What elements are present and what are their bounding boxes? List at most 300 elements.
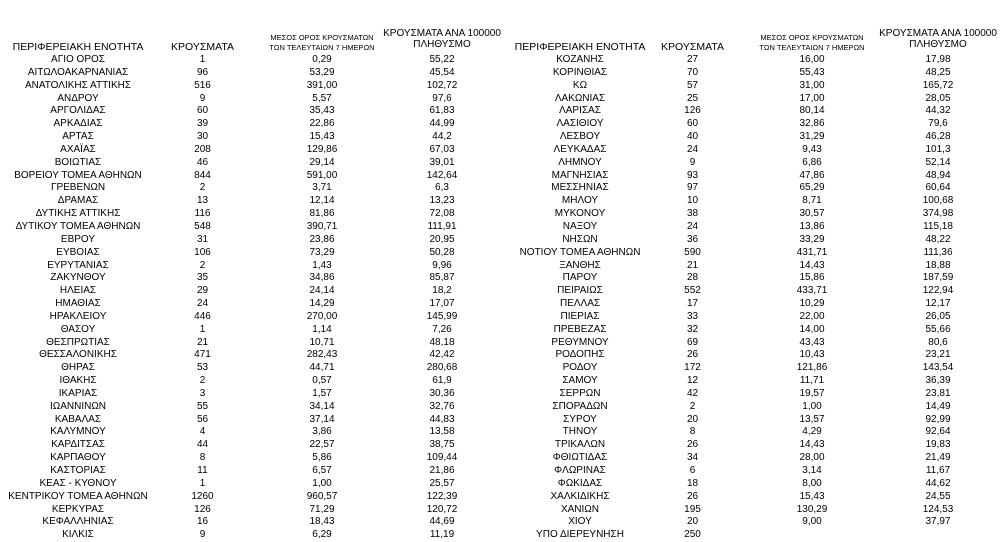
cell-region: ΦΘΙΩΤΙΔΑΣ [552, 452, 608, 464]
cell-region: ΞΑΝΘΗΣ [559, 259, 601, 271]
cell-per100k: 280,68 [426, 362, 458, 374]
cell-cases: 39 [196, 118, 209, 130]
cell-region: ΥΠΟ ΔΙΕΡΕΥΝΗΣΗ [536, 529, 624, 541]
cell-region: ΡΟΔΟΥ [562, 362, 598, 374]
cell-cases: 40 [686, 131, 699, 143]
cell-cases: 42 [686, 387, 699, 399]
cell-avg: 55,43 [799, 66, 825, 78]
cell-region: ΚΑΡΔΙΤΣΑΣ [51, 439, 105, 451]
cell-region: ΚΙΛΚΙΣ [62, 529, 94, 541]
cell-per100k: 111,36 [923, 246, 953, 258]
table-row [0, 516, 500, 529]
cell-cases: 33 [686, 310, 699, 322]
cell-avg: 1,57 [312, 387, 332, 399]
cell-avg: 10,71 [309, 336, 335, 348]
cell-cases: 126 [684, 105, 701, 117]
cell-per100k: 26,05 [925, 310, 951, 322]
cell-region: ΠΕΛΛΑΣ [559, 298, 601, 310]
cell-cases: 26 [686, 490, 699, 502]
cell-cases: 8 [689, 426, 696, 438]
cell-region: ΧΑΛΚΙΔΙΚΗΣ [550, 490, 610, 502]
cell-cases: 208 [194, 143, 211, 155]
header-per100k [382, 28, 502, 50]
cell-avg: 5,57 [312, 92, 332, 104]
cell-avg: 17,00 [799, 92, 825, 104]
cell-cases: 24 [686, 220, 699, 232]
header-per100k-line1: ΚΡΟΥΣΜΑΤΑ ΑΝΑ 100000 [383, 28, 501, 39]
cell-per100k: 44,99 [429, 118, 455, 130]
cell-cases: 28 [686, 272, 699, 284]
table-row [500, 93, 1000, 106]
cell-avg: 47,86 [799, 169, 825, 181]
cell-region: ΑΓΙΟ ΟΡΟΣ [51, 54, 105, 65]
cell-per100k: 187,59 [922, 272, 954, 284]
cell-cases: 93 [686, 169, 699, 181]
cell-region: ΝΗΣΩΝ [562, 233, 598, 245]
left-table [0, 0, 500, 541]
cell-avg: 6,86 [802, 156, 822, 168]
cell-region: ΜΑΓΝΗΣΙΑΣ [551, 169, 609, 181]
cell-region: ΣΠΟΡΑΔΩΝ [552, 400, 608, 412]
table-row [0, 311, 500, 324]
cell-region: ΒΟΡΕΙΟΥ ΤΟΜΕΑ ΑΘΗΝΩΝ [14, 169, 142, 181]
cell-cases: 12 [686, 375, 699, 387]
cell-per100k: 12,17 [925, 298, 951, 310]
cell-avg: 18,43 [309, 516, 335, 528]
cell-avg: 11,71 [799, 375, 825, 387]
table-row [0, 337, 500, 350]
table-row [0, 131, 500, 144]
cell-region: ΡΕΘΥΜΝΟΥ [551, 336, 609, 348]
table-row [0, 375, 500, 388]
table-row [500, 195, 1000, 208]
cell-cases: 24 [686, 143, 699, 155]
cell-region: ΚΟΡΙΝΘΙΑΣ [552, 66, 608, 78]
cell-avg: 22,86 [309, 118, 335, 130]
table-row [500, 247, 1000, 260]
cell-per100k: 23,21 [925, 349, 951, 361]
cell-region: ΘΗΡΑΣ [61, 362, 95, 374]
cell-cases: 548 [194, 220, 211, 232]
cell-cases: 2 [689, 400, 696, 412]
table-row [500, 298, 1000, 311]
cell-per100k: 374,98 [922, 208, 954, 220]
cell-cases: 6 [689, 465, 696, 476]
cell-cases: 9 [199, 529, 206, 541]
table-row [0, 182, 500, 195]
cell-cases: 53 [196, 362, 209, 374]
cell-avg: 3,86 [312, 426, 332, 438]
cell-cases: 446 [194, 310, 211, 322]
cell-avg: 10,29 [799, 298, 825, 310]
table-row [500, 144, 1000, 157]
cell-per100k: 115,18 [923, 220, 953, 232]
cell-per100k: 92,99 [925, 413, 951, 425]
cell-cases: 27 [686, 54, 699, 65]
cell-region: ΙΩΑΝΝΙΝΩΝ [49, 400, 107, 412]
table-row [0, 285, 500, 298]
cell-avg: 19,57 [799, 387, 825, 399]
cell-avg: 130,29 [796, 503, 828, 515]
cell-per100k: 18,88 [925, 259, 951, 271]
header-avg [262, 33, 382, 53]
cell-cases: 57 [686, 79, 699, 91]
table-row [0, 67, 500, 80]
cell-avg: 44,71 [309, 362, 335, 374]
cell-region: ΠΡΕΒΕΖΑΣ [553, 323, 607, 335]
cell-avg: 22,57 [309, 439, 335, 451]
header-avg-right-line1: ΜΕΣΟΣ ΟΡΟΣ ΚΡΟΥΣΜΑΤΩΝ [760, 33, 864, 42]
cell-avg: 0,57 [312, 375, 332, 387]
cell-cases: 44 [196, 439, 209, 451]
cell-per100k: 32,76 [429, 400, 455, 412]
header-per100k-line2: ΠΛΗΘΥΣΜΟ [413, 39, 471, 50]
table-row [500, 516, 1000, 529]
table-row [500, 234, 1000, 247]
cell-avg: 12,14 [309, 195, 335, 207]
table-row [0, 401, 500, 414]
cell-region: ΣΕΡΡΩΝ [559, 387, 601, 399]
table-row [500, 375, 1000, 388]
table-row [500, 439, 1000, 452]
cell-region: ΝΟΤΙΟΥ ΤΟΜΕΑ ΑΘΗΝΩΝ [519, 246, 641, 258]
cell-per100k: 122,39 [426, 490, 458, 502]
cell-per100k: 30,36 [429, 387, 455, 399]
cell-cases: 55 [196, 400, 209, 412]
cell-per100k: 48,25 [925, 66, 951, 78]
cell-per100k: 52,14 [925, 156, 951, 168]
cell-per100k: 21,86 [429, 465, 455, 476]
cell-avg: 34,14 [309, 400, 335, 412]
cell-region: ΗΛΕΙΑΣ [59, 285, 97, 297]
cell-region: ΦΩΚΙΔΑΣ [557, 477, 603, 489]
cell-region: ΧΙΟΥ [568, 516, 592, 528]
cell-avg: 9,00 [802, 516, 822, 528]
table-row [500, 208, 1000, 221]
cell-cases: 552 [684, 285, 701, 297]
cell-region: ΚΟΖΑΝΗΣ [556, 54, 604, 65]
cell-per100k: 165,72 [922, 79, 954, 91]
table-row [0, 157, 500, 170]
cell-cases: 26 [686, 439, 699, 451]
cell-region: ΠΑΡΟΥ [562, 272, 598, 284]
cell-per100k: 60,64 [925, 182, 951, 194]
cell-region: ΦΛΩΡΙΝΑΣ [554, 465, 606, 476]
cell-per100k: 44,69 [429, 516, 455, 528]
cell-avg: 10,43 [799, 349, 825, 361]
cell-cases: 1260 [191, 490, 214, 502]
cell-per100k: 17,07 [429, 298, 455, 310]
table-row [0, 105, 500, 118]
cell-cases: 116 [194, 208, 211, 220]
cell-per100k: 42,42 [429, 349, 455, 361]
cell-region: ΣΥΡΟΥ [563, 413, 597, 425]
cell-region: ΕΥΡΥΤΑΝΙΑΣ [47, 259, 109, 271]
table-row [500, 105, 1000, 118]
cell-region: ΚΩ [572, 79, 588, 91]
cell-cases: 20 [686, 516, 699, 528]
table-row [0, 452, 500, 465]
cell-region: ΚΕΦΑΛΛΗΝΙΑΣ [42, 516, 114, 528]
cell-per100k: 55,66 [925, 323, 951, 335]
cell-avg: 270,00 [306, 310, 338, 322]
cell-cases: 24 [196, 298, 209, 310]
cell-region: ΠΕΙΡΑΙΩΣ [557, 285, 603, 297]
cell-cases: 126 [194, 503, 211, 515]
cell-cases: 25 [686, 92, 699, 104]
table-row [500, 131, 1000, 144]
header-per100k-right-line2: ΠΛΗΘΥΣΜΟ [909, 39, 967, 50]
header-avg-right-line2: ΤΩΝ ΤΕΛΕΥΤΑΙΩΝ 7 ΗΜΕΡΩΝ [759, 43, 865, 52]
cell-avg: 31,29 [799, 131, 825, 143]
cell-avg: 129,86 [306, 143, 338, 155]
table-row [0, 362, 500, 375]
table-row [500, 118, 1000, 131]
cell-avg: 13,86 [799, 220, 825, 232]
cell-cases: 2 [199, 375, 206, 387]
cell-region: ΧΑΝΙΩΝ [560, 503, 600, 515]
cell-avg: 13,57 [799, 413, 825, 425]
cell-region: ΜΗΛΟΥ [561, 195, 599, 207]
cell-avg: 81,86 [309, 208, 335, 220]
cell-per100k: 44,83 [429, 413, 455, 425]
cell-avg: 0,29 [312, 54, 332, 65]
cell-per100k: 38,75 [429, 439, 455, 451]
header-cases: ΚΡΟΥΣΜΑΤΑ [171, 41, 234, 53]
cell-region: ΘΕΣΠΡΩΤΙΑΣ [46, 336, 110, 348]
cell-region: ΡΟΔΟΠΗΣ [555, 349, 605, 361]
cell-avg: 73,29 [309, 246, 335, 258]
cell-cases: 4 [199, 426, 206, 438]
cell-per100k: 48,22 [925, 233, 951, 245]
cell-cases: 250 [684, 529, 701, 541]
cell-per100k: 111,91 [427, 220, 457, 232]
cell-avg: 391,00 [306, 79, 338, 91]
cell-per100k: 50,28 [429, 246, 455, 258]
cell-region: ΕΒΡΟΥ [60, 233, 96, 245]
table-row [500, 80, 1000, 93]
cell-per100k: 36,39 [925, 375, 951, 387]
table-row [0, 324, 500, 337]
cell-cases: 106 [194, 246, 211, 258]
cell-cases: 60 [196, 105, 209, 117]
table-row [0, 426, 500, 439]
table-row [0, 221, 500, 234]
cell-per100k: 14,49 [925, 400, 951, 412]
cell-avg: 14,43 [799, 439, 825, 451]
table-row [500, 337, 1000, 350]
cell-region: ΛΗΜΝΟΥ [558, 156, 602, 168]
cell-region: ΘΕΣΣΑΛΟΝΙΚΗΣ [39, 349, 117, 361]
cell-region: ΚΑΛΥΜΝΟΥ [50, 426, 106, 438]
cell-avg: 28,00 [799, 452, 825, 464]
table-row [500, 426, 1000, 439]
cell-region: ΜΕΣΣΗΝΙΑΣ [551, 182, 609, 194]
header-region-right: ΠΕΡΙΦΕΡΕΙΑΚΗ ΕΝΟΤΗΤΑ [514, 41, 646, 53]
table-row [500, 67, 1000, 80]
cell-avg: 8,00 [802, 477, 822, 489]
table-row [0, 260, 500, 273]
cell-cases: 590 [684, 246, 701, 258]
cell-cases: 2 [199, 182, 206, 194]
cell-region: ΔΥΤΙΚΗΣ ΑΤΤΙΚΗΣ [35, 208, 121, 220]
cell-region: ΘΑΣΟΥ [60, 323, 96, 335]
right-table [500, 0, 1000, 541]
table-row [500, 221, 1000, 234]
cell-cases: 20 [686, 413, 699, 425]
table-row [500, 478, 1000, 491]
table-row [500, 452, 1000, 465]
header-avg-line1: ΜΕΣΟΣ ΟΡΟΣ ΚΡΟΥΣΜΑΤΩΝ [270, 33, 374, 42]
cell-avg: 9,43 [802, 143, 822, 155]
cell-cases: 8 [199, 452, 206, 464]
cell-avg: 1,43 [312, 259, 332, 271]
cell-avg: 23,86 [309, 233, 335, 245]
cell-region: ΗΡΑΚΛΕΙΟΥ [49, 310, 107, 322]
cell-avg: 3,71 [312, 182, 332, 194]
cell-per100k: 21,49 [925, 452, 951, 464]
cell-avg: 31,00 [799, 79, 825, 91]
table-row [0, 195, 500, 208]
cell-avg: 43,43 [799, 336, 825, 348]
cell-avg: 71,29 [309, 503, 335, 515]
cell-avg: 6,29 [312, 529, 332, 541]
table-row [0, 349, 500, 362]
cell-cases: 60 [686, 118, 699, 130]
cell-cases: 56 [196, 413, 209, 425]
table-row [500, 401, 1000, 414]
cell-per100k: 67,03 [429, 143, 455, 155]
cell-per100k: 6,3 [435, 182, 449, 194]
cell-cases: 34 [686, 452, 699, 464]
cell-per100k: 39,01 [429, 156, 455, 168]
cell-region: ΛΑΚΩΝΙΑΣ [554, 92, 606, 104]
cell-avg: 14,00 [799, 323, 825, 335]
header-per100k-right-line1: ΚΡΟΥΣΜΑΤΑ ΑΝΑ 100000 [879, 28, 997, 39]
cell-per100k: 37,97 [925, 516, 951, 528]
cell-cases: 21 [686, 259, 699, 271]
cell-avg: 65,29 [799, 182, 825, 194]
cell-per100k: 13,58 [429, 426, 455, 438]
header-region: ΠΕΡΙΦΕΡΕΙΑΚΗ ΕΝΟΤΗΤΑ [12, 41, 144, 53]
table-row [0, 439, 500, 452]
cell-avg: 431,71 [796, 246, 828, 258]
table-row [500, 414, 1000, 427]
cell-per100k: 48,94 [925, 169, 951, 181]
table-row [500, 491, 1000, 504]
cell-avg: 30,57 [799, 208, 825, 220]
cell-region: ΑΡΚΑΔΙΑΣ [53, 118, 103, 130]
cell-cases: 172 [684, 362, 701, 374]
table-row [0, 491, 500, 504]
cell-avg: 5,86 [312, 452, 332, 464]
cell-cases: 9 [689, 156, 696, 168]
cell-cases: 1 [199, 477, 206, 489]
cell-region: ΚΕΝΤΡΙΚΟΥ ΤΟΜΕΑ ΑΘΗΝΩΝ [8, 490, 148, 502]
cell-avg: 4,29 [802, 426, 822, 438]
cell-avg: 282,43 [306, 349, 338, 361]
cell-cases: 70 [686, 66, 699, 78]
cell-avg: 80,14 [799, 105, 825, 117]
table-row [0, 247, 500, 260]
cell-per100k: 18,2 [432, 285, 452, 297]
cell-cases: 13 [196, 195, 209, 207]
table-row [500, 260, 1000, 273]
cell-per100k: 45,54 [429, 66, 455, 78]
cell-per100k: 72,08 [429, 208, 455, 220]
cell-per100k: 61,83 [429, 105, 455, 117]
cell-region: ΠΙΕΡΙΑΣ [560, 310, 600, 322]
cell-per100k: 100,68 [922, 195, 954, 207]
cell-avg: 29,14 [309, 156, 335, 168]
table-row [500, 285, 1000, 298]
cell-per100k: 120,72 [426, 503, 458, 515]
table-row [0, 54, 500, 67]
cell-region: ΚΑΣΤΟΡΙΑΣ [50, 465, 106, 476]
cell-avg: 14,43 [799, 259, 825, 271]
cell-per100k: 80,6 [928, 336, 948, 348]
cell-per100k: 44,62 [925, 477, 951, 489]
cell-avg: 32,86 [799, 118, 825, 130]
cell-region: ΔΥΤΙΚΟΥ ΤΟΜΕΑ ΑΘΗΝΩΝ [15, 220, 141, 232]
cell-per100k: 102,72 [426, 79, 458, 91]
table-row [500, 465, 1000, 478]
cell-per100k: 11,67 [925, 465, 951, 476]
cell-region: ΛΕΥΚΑΔΑΣ [553, 143, 607, 155]
cell-region: ΑΡΓΟΛΙΔΑΣ [50, 105, 106, 117]
header-avg-right [752, 33, 872, 53]
cell-per100k: 55,22 [429, 54, 455, 65]
table-row [0, 298, 500, 311]
cell-per100k: 124,53 [922, 503, 954, 515]
table-row [0, 529, 500, 542]
cell-avg: 22,00 [799, 310, 825, 322]
cell-region: ΙΚΑΡΙΑΣ [58, 387, 98, 399]
table-row [500, 349, 1000, 362]
cell-cases: 2 [199, 259, 206, 271]
cell-cases: 32 [686, 323, 699, 335]
cell-region: ΛΑΣΙΘΙΟΥ [556, 118, 604, 130]
cell-per100k: 97,6 [432, 92, 452, 104]
cell-per100k: 23,81 [925, 387, 951, 399]
table-row [500, 324, 1000, 337]
cell-cases: 3 [199, 387, 206, 399]
cell-region: ΖΑΚΥΝΘΟΥ [50, 272, 106, 284]
cell-avg: 433,71 [796, 285, 828, 297]
cell-avg: 15,43 [799, 490, 825, 502]
cell-avg: 35,43 [309, 105, 335, 117]
cell-cases: 21 [196, 336, 209, 348]
cell-per100k: 44,2 [432, 131, 452, 143]
cell-region: ΑΧΑΪΑΣ [60, 143, 96, 155]
cell-region: ΑΝΑΤΟΛΙΚΗΣ ΑΤΤΙΚΗΣ [24, 79, 132, 91]
cell-avg: 34,86 [309, 272, 335, 284]
cell-region: ΚΑΡΠΑΘΟΥ [50, 452, 106, 464]
cell-per100k: 142,64 [426, 169, 458, 181]
cell-region: ΛΑΡΙΣΑΣ [559, 105, 601, 117]
cell-avg: 591,00 [306, 169, 338, 181]
cell-per100k: 92,64 [925, 426, 951, 438]
cell-per100k: 145,99 [426, 310, 458, 322]
cell-region: ΝΑΞΟΥ [562, 220, 598, 232]
cell-region: ΣΑΜΟΥ [562, 375, 598, 387]
cell-cases: 35 [196, 272, 209, 284]
cell-per100k: 79,6 [928, 118, 948, 130]
table-row [0, 478, 500, 491]
cell-avg: 24,14 [309, 285, 335, 297]
table-row [500, 272, 1000, 285]
cell-avg: 960,57 [306, 490, 338, 502]
